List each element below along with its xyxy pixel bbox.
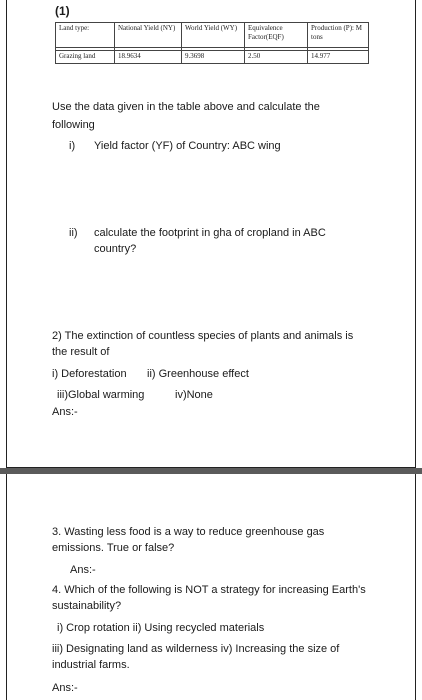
q4-options-line3: industrial farms. — [52, 659, 130, 671]
q3-line1: 3. Wasting less food is a way to reduce greenhouse gas — [52, 526, 325, 538]
q4-line2: sustainability? — [52, 600, 122, 612]
q4-options-line2: iii) Designating land as wilderness iv) Increasing the size of — [52, 643, 340, 655]
header-national-yield: National Yield (NY) — [115, 23, 182, 48]
q1-item-i-text: Yield factor (YF) of Country: ABC wing — [94, 140, 281, 152]
q1-item-ii-number: ii) — [69, 227, 78, 239]
cell-equivalence-factor: 2.50 — [245, 51, 308, 64]
q2-line2: the result of — [52, 346, 110, 358]
data-table — [55, 22, 369, 64]
q1-instruction-line1: Use the data given in the table above and calculate the — [52, 101, 320, 113]
header-land-type: Land type: — [56, 23, 115, 48]
q1-item-i-number: i) — [69, 140, 76, 152]
cell-land-type: Grazing land — [56, 51, 115, 64]
q1-instruction-line2: following — [52, 119, 95, 131]
q4-line1: 4. Which of the following is NOT a strategy for increasing Earth's — [52, 584, 366, 596]
cell-production: 14.977 — [308, 51, 369, 64]
question-1-number: (1) — [55, 4, 70, 18]
q1-item-ii-line1: calculate the footprint in gha of cropland in ABC — [94, 227, 326, 239]
q2-answer-label: Ans:- — [52, 406, 78, 418]
cell-national-yield: 18.9634 — [115, 51, 182, 64]
header-world-yield: World Yield (WY) — [182, 23, 245, 48]
cell-world-yield: 9.3698 — [182, 51, 245, 64]
q3-answer-label: Ans:- — [70, 564, 96, 576]
q2-option-i: i) Deforestation — [52, 368, 127, 380]
q2-line1: 2) The extinction of countless species of plants and animals is — [52, 330, 354, 342]
q2-option-iv: iv)None — [175, 389, 213, 401]
table-header-row — [56, 23, 369, 48]
q4-options-line1: i) Crop rotation ii) Using recycled materials — [57, 622, 265, 634]
header-equivalence-factor: Equivalence Factor(EQF) — [245, 23, 308, 48]
header-production: Production (P): M tons — [308, 23, 369, 48]
q2-option-iii: iii)Global warming — [57, 389, 145, 401]
table-row — [56, 51, 369, 64]
q1-item-ii-line2: country? — [94, 243, 137, 255]
q4-answer-label: Ans:- — [52, 682, 78, 694]
q3-line2: emissions. True or false? — [52, 542, 175, 554]
q2-option-ii: ii) Greenhouse effect — [147, 368, 249, 380]
